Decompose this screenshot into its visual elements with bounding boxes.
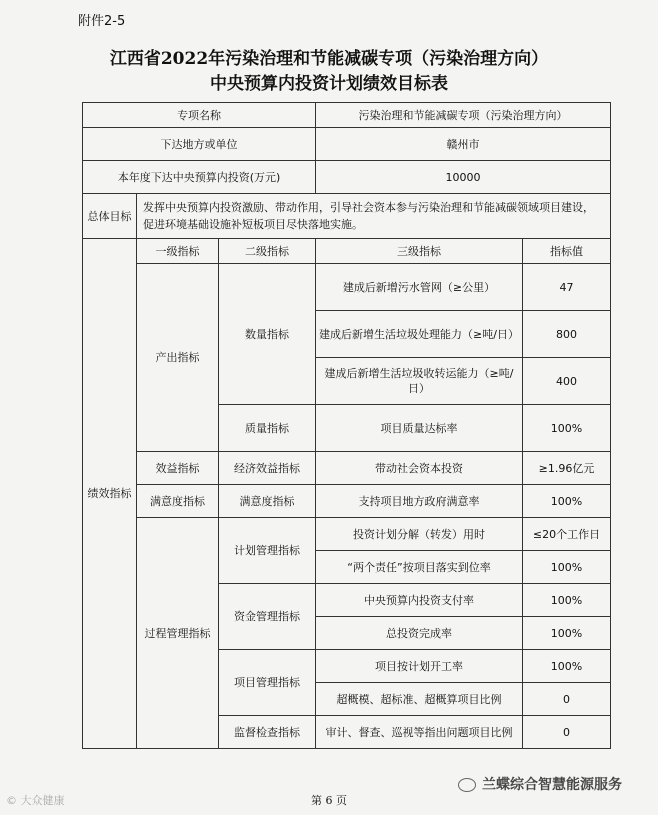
project-name-label: 专项名称 [83, 103, 316, 128]
investment-value: 10000 [316, 161, 611, 194]
satisfaction-indicator: 满意度指标 [137, 485, 219, 518]
process-indicator: 过程管理指标 [137, 518, 219, 749]
indicator-q13: 审计、督查、巡视等指出问题项目比例 [316, 716, 523, 749]
indicator-q9: 中央预算内投资支付率 [316, 584, 523, 617]
attachment-label: 附件2-5 [78, 14, 126, 29]
econ-indicator: 经济效益指标 [219, 452, 316, 485]
value-v7: ≤20个工作日 [523, 518, 611, 551]
value-v6: 100% [523, 485, 611, 518]
header-level2: 二级指标 [219, 239, 316, 264]
value-v8: 100% [523, 551, 611, 584]
indicator-q5: 带动社会资本投资 [316, 452, 523, 485]
indicator-q6: 支持项目地方政府满意率 [316, 485, 523, 518]
value-v12: 0 [523, 683, 611, 716]
value-v3: 400 [523, 358, 611, 405]
perf-indicator-label: 绩效指标 [83, 239, 137, 749]
value-v4: 100% [523, 405, 611, 452]
indicator-q2: 建成后新增生活垃圾处理能力（≥吨/日） [316, 311, 523, 358]
header-level1: 一级指标 [137, 239, 219, 264]
value-v11: 100% [523, 650, 611, 683]
unit-value: 赣州市 [316, 128, 611, 161]
watermark-right [458, 774, 622, 794]
page-number: 第 6 页 [311, 794, 347, 807]
indicator-q4: 项目质量达标率 [316, 405, 523, 452]
quality-indicator: 质量指标 [219, 405, 316, 452]
value-v2: 800 [523, 311, 611, 358]
watermark-right-text: 兰蝶综合智慧能源服务 [482, 777, 622, 793]
goal-label: 总体目标 [83, 194, 137, 239]
supervision-indicator: 监督检查指标 [219, 716, 316, 749]
value-v5: ≥1.96亿元 [523, 452, 611, 485]
goal-text: 发挥中央预算内投资激励、带动作用，引导社会资本参与污染治理和节能减碳领域项目建设，促进环境基础设施补短板项目尽快落地实施。 [137, 194, 611, 239]
indicator-q1: 建成后新增污水管网（≥公里） [316, 264, 523, 311]
doc-title-line2: 中央预算内投资计划绩效目标表 [210, 74, 448, 94]
indicator-q3: 建成后新增生活垃圾收转运能力（≥吨/日） [316, 358, 523, 405]
value-v13: 0 [523, 716, 611, 749]
watermark-left: © 大众健康 [6, 794, 65, 807]
wechat-icon [458, 778, 476, 792]
indicator-q7: 投资计划分解（转发）用时 [316, 518, 523, 551]
quantity-indicator: 数量指标 [219, 264, 316, 405]
investment-label: 本年度下达中央预算内投资(万元) [83, 161, 316, 194]
benefit-indicator: 效益指标 [137, 452, 219, 485]
header-level3: 三级指标 [316, 239, 523, 264]
value-v9: 100% [523, 584, 611, 617]
indicator-q11: 项目按计划开工率 [316, 650, 523, 683]
output-indicator: 产出指标 [137, 264, 219, 452]
indicator-q12: 超概模、超标准、超概算项目比例 [316, 683, 523, 716]
plan-indicator: 计划管理指标 [219, 518, 316, 584]
fund-indicator: 资金管理指标 [219, 584, 316, 650]
value-v10: 100% [523, 617, 611, 650]
performance-table [82, 102, 611, 749]
header-value: 指标值 [523, 239, 611, 264]
project-mgmt-indicator: 项目管理指标 [219, 650, 316, 716]
unit-label: 下达地方或单位 [83, 128, 316, 161]
indicator-q10: 总投资完成率 [316, 617, 523, 650]
doc-title-line1: 江西省2022年污染治理和节能减碳专项（污染治理方向） [109, 49, 549, 69]
project-name-value: 污染治理和节能减碳专项（污染治理方向） [316, 103, 611, 128]
indicator-q8: “两个责任”按项目落实到位率 [316, 551, 523, 584]
satisfaction-indicator-2: 满意度指标 [219, 485, 316, 518]
value-v1: 47 [523, 264, 611, 311]
